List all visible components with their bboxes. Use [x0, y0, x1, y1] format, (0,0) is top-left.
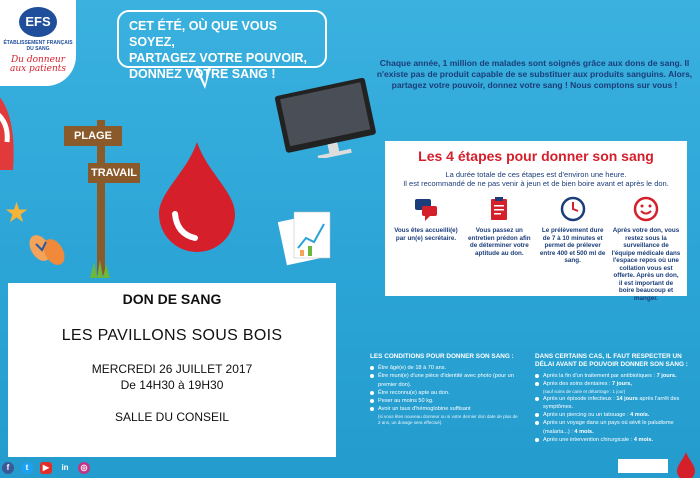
event-city: LES PAVILLONS SOUS BOIS — [61, 327, 283, 344]
delay-text: Après un épisode infectieux : — [543, 395, 615, 402]
linkedin-icon[interactable]: in — [61, 463, 69, 472]
step-4-text: Après votre don, vous restez sous la surveillance de l'équipe médicale dans l'espace repos où une collation vous est offerte. Après un don, il est important de boire beaucoup et manger. — [611, 227, 681, 302]
delay-duration: 7 jours, — [612, 381, 632, 388]
condition-text: Être muni(e) d'une pièce d'identité avec photo (pour un premier don). — [378, 373, 514, 388]
condition-text: Avoir un taux d'hémoglobine suffisant — [378, 406, 471, 413]
step-3-text: Le prélèvement dure de 7 à 10 minutes et permet de prélever entre 400 et 500 ml de sang. — [539, 227, 606, 264]
efs-logo — [0, 0, 76, 86]
delay-duration: 4 mois. — [574, 428, 594, 435]
delay-duration: 14 jours — [616, 395, 638, 402]
starfish-icon: ★ — [4, 197, 30, 228]
footer-bar — [0, 478, 700, 487]
beach-umbrella-icon — [0, 92, 17, 170]
list-item — [535, 411, 695, 419]
step-3 — [538, 196, 608, 302]
delays-section — [535, 353, 695, 444]
step-1-text: Vous êtes accueilli(e) par un(e) secrétaire. — [394, 227, 458, 242]
youtube-icon[interactable]: ▶ — [40, 462, 52, 474]
steps-columns — [391, 196, 681, 302]
steps-title: Les 4 étapes pour donner son sang — [418, 148, 654, 164]
clipboard-icon — [486, 196, 512, 222]
delay-text: Après la fin d'un traitement par antibiotiques : — [543, 373, 656, 379]
grass-icon — [88, 258, 112, 278]
steps-box — [385, 141, 687, 302]
condition-note: (si vous êtes nouveau donneur ou si votre dernier don date de plus de 2 ans, un dosage sera effectué). — [378, 413, 518, 425]
steps-intro — [391, 170, 681, 188]
twitter-icon[interactable]: t — [21, 462, 33, 474]
list-item — [535, 372, 695, 380]
delay-text: Après un piercing ou un tatouage : — [543, 412, 629, 419]
conditions-list — [370, 364, 520, 426]
footer-efs-logo — [618, 459, 668, 473]
facebook-icon[interactable]: f — [2, 462, 14, 474]
step-2 — [464, 196, 534, 302]
charts-documents-icon — [278, 208, 334, 266]
blood-drop-icon — [155, 142, 240, 252]
delay-duration: 4 mois. — [633, 437, 654, 444]
bubble-line-1: CET ÉTÉ, OÙ QUE VOUS SOYEZ, — [129, 19, 277, 49]
computer-monitor-icon — [270, 78, 385, 158]
list-item — [535, 419, 695, 436]
list-item — [370, 405, 520, 425]
step-2-text: Vous passez un entretien prédon afin de déterminer votre aptitude au don. — [468, 227, 531, 257]
intro-text: Chaque année, 1 million de malades sont soignés grâce aux dons de sang. Il n'existe pas de produit capable de se substituer aux produits sanguins. Alors, partagez votre pouvoir, donnez votre sang ! Nous comptons sur vous ! — [376, 58, 693, 90]
event-date: MERCREDI 26 JUILLET 2017 — [91, 362, 253, 376]
list-item — [535, 395, 695, 412]
event-title: DON DE SANG — [122, 291, 222, 307]
list-item — [535, 380, 695, 394]
delays-title: DANS CERTAINS CAS, IL FAUT RESPECTER UN DÉLAI AVANT DE POUVOIR DONNER SON SANG : — [535, 353, 688, 368]
list-item — [535, 436, 695, 444]
conditions-section — [370, 353, 520, 426]
speech-bubbles-icon — [413, 196, 439, 222]
smiley-icon — [633, 196, 659, 222]
list-item — [370, 389, 520, 397]
step-1 — [391, 196, 461, 302]
steps-line-1: La durée totale de ces étapes est d'environ une heure. — [445, 170, 627, 179]
event-hours: De 14H30 à 19H30 — [120, 378, 224, 392]
delays-list — [535, 372, 695, 444]
instagram-icon[interactable]: ◎ — [78, 462, 90, 474]
condition-text: Être reconnu(e) apte au don. — [378, 389, 450, 396]
delay-text: Après des soins dentaires : — [543, 381, 611, 388]
efs-logo-mark: EFS — [19, 7, 57, 37]
event-place: SALLE DU CONSEIL — [114, 410, 230, 424]
sign-plage: PLAGE — [64, 126, 122, 146]
delay-text: Après un voyage dans un pays où sévit le paludisme (malaria...) : — [543, 420, 674, 435]
step-4 — [611, 196, 681, 302]
conditions-title: LES CONDITIONS POUR DONNER SON SANG : — [370, 353, 514, 360]
delay-text: Après une intervention chirurgicale : — [543, 437, 633, 444]
delay-note: (sauf soins de carie et détartrage : 1 jour) — [543, 388, 626, 394]
flip-flops-icon — [28, 230, 66, 268]
social-links — [2, 462, 90, 474]
condition-text: Être âgé(e) de 18 à 70 ans. — [378, 365, 447, 371]
steps-line-2: Il est recommandé de ne pas venir à jeun et de bien boire avant et après le don. — [403, 179, 669, 188]
bubble-line-2: PARTAGEZ VOTRE POUVOIR, — [129, 51, 308, 65]
sign-travail: TRAVAIL — [88, 163, 140, 183]
condition-text: Peser au moins 50 kg. — [378, 398, 434, 405]
efs-logo-subtitle: ÉTABLISSEMENT FRANÇAIS DU SANG — [3, 40, 73, 52]
speech-bubble — [117, 10, 327, 81]
clock-icon — [560, 196, 586, 222]
efs-logo-tagline: Du donneur aux patients — [9, 55, 67, 74]
list-item — [370, 397, 520, 405]
footer-blood-drop-icon — [676, 452, 696, 480]
event-panel — [8, 283, 336, 457]
delay-duration: 7 jours. — [656, 373, 677, 379]
delay-duration: 4 mois. — [630, 412, 650, 419]
bubble-line-3: DONNEZ VOTRE SANG ! — [129, 67, 276, 81]
list-item — [370, 364, 520, 372]
list-item — [370, 372, 520, 389]
delay-note: après l'arrêt des symptômes. — [543, 395, 680, 410]
